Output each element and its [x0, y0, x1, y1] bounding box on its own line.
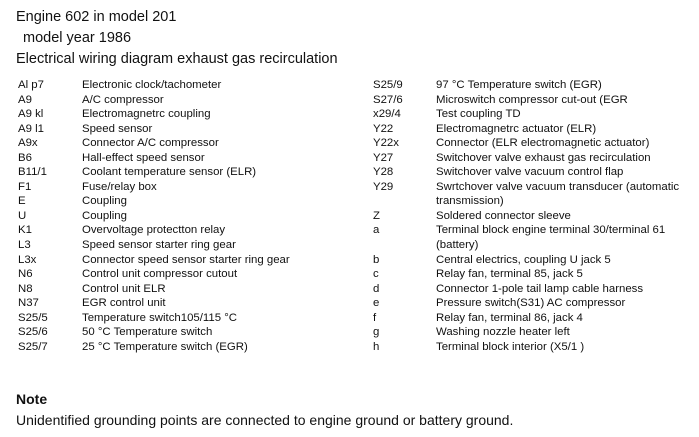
legend-description: 50 °C Temperature switch — [82, 326, 213, 339]
legend-code: b — [373, 253, 380, 266]
diagram-title: Electrical wiring diagram exhaust gas recirculation — [16, 51, 338, 67]
legend-code: L3x — [18, 253, 37, 266]
legend-description: Coupling — [82, 209, 127, 222]
legend-row — [373, 93, 693, 108]
legend-description: Connector speed sensor starter ring gear — [82, 253, 290, 266]
legend-description: Coolant temperature sensor (ELR) — [82, 166, 257, 179]
legend-row — [18, 165, 363, 180]
legend-description: Terminal block interior (X5/1 ) — [436, 340, 585, 353]
legend-code: N37 — [18, 297, 39, 310]
legend-row — [18, 253, 363, 268]
legend-row — [18, 325, 363, 340]
legend-row — [18, 136, 363, 151]
legend-code: f — [373, 311, 377, 324]
legend-row — [18, 311, 363, 326]
legend-row — [373, 267, 693, 282]
legend-row — [18, 194, 363, 209]
legend-description: 25 °C Temperature switch (EGR) — [82, 340, 248, 353]
legend-row — [373, 209, 693, 224]
legend-description: Microswitch compressor cut-out (EGR — [436, 93, 628, 106]
legend-code: A9x — [18, 137, 38, 150]
legend-row — [18, 209, 363, 224]
legend-row — [373, 311, 693, 326]
legend-code: c — [373, 268, 379, 281]
legend-description: Hall-effect speed sensor — [82, 151, 205, 164]
legend-code: K1 — [18, 224, 32, 237]
legend-code: g — [373, 326, 380, 339]
legend-code: Y22 — [373, 122, 394, 135]
legend-description: Temperature switch105/115 °C — [82, 311, 238, 324]
legend-code: S27/6 — [373, 93, 403, 106]
legend-row — [373, 180, 693, 209]
legend-description: Pressure switch(S31) AC compressor — [436, 297, 626, 310]
legend-description: Switchover valve exhaust gas recirculation — [436, 151, 651, 164]
legend-row — [373, 136, 693, 151]
legend-code: a — [373, 224, 380, 237]
legend-description: Test coupling TD — [436, 108, 521, 121]
legend-description: EGR control unit — [82, 297, 166, 310]
legend-code: E — [18, 195, 26, 208]
legend-description: Relay fan, terminal 85, jack 5 — [436, 268, 583, 281]
legend-code: A9 — [18, 93, 32, 106]
legend-code: S25/7 — [18, 340, 48, 353]
legend-code: Y28 — [373, 166, 394, 179]
legend-description: 97 °C Temperature switch (EGR) — [436, 79, 602, 91]
legend-row — [18, 122, 363, 137]
legend-description: Switchover valve vacuum control flap — [436, 166, 624, 179]
legend-description: Fuse/relay box — [82, 180, 157, 193]
legend-description: Relay fan, terminal 86, jack 4 — [436, 311, 583, 324]
note-text: Unidentified grounding points are connected to engine ground or battery ground. — [16, 412, 514, 428]
legend-description: Terminal block engine terminal 30/terminal 61 (battery) — [436, 224, 666, 252]
legend-description: A/C compressor — [82, 93, 164, 106]
legend-row — [18, 340, 363, 355]
legend-description: Soldered connector sleeve — [436, 209, 571, 222]
legend-row — [373, 122, 693, 137]
legend-code: N8 — [18, 282, 33, 295]
legend-code: d — [373, 282, 380, 295]
legend-row — [373, 253, 693, 268]
legend-code: N6 — [18, 268, 33, 281]
legend-row — [18, 107, 363, 122]
legend-row — [18, 151, 363, 166]
legend-left-column — [18, 78, 363, 354]
legend-description: Coupling — [82, 195, 127, 208]
legend-description: Connector A/C compressor — [82, 137, 219, 150]
legend-row — [18, 78, 363, 93]
legend-description: Connector (ELR electromagnetic actuator) — [436, 137, 650, 150]
legend-description: Electromagnetrc coupling — [82, 108, 211, 121]
legend-code: x29/4 — [373, 108, 401, 121]
legend-row — [373, 340, 693, 355]
legend-description: Connector 1-pole tail lamp cable harness — [436, 282, 644, 295]
legend-description: Swrtchover valve vacuum transducer (automatic transmission) — [436, 180, 680, 208]
legend-row — [18, 238, 363, 253]
page-title: Engine 602 in model 201 — [16, 9, 177, 25]
legend-row — [373, 325, 693, 340]
legend-code: B6 — [18, 151, 32, 164]
legend-row — [373, 223, 693, 252]
legend-code: Al p7 — [18, 79, 44, 91]
legend-description: Control unit ELR — [82, 282, 166, 295]
legend-description: Speed sensor — [82, 122, 153, 135]
legend-description: Central electrics, coupling U jack 5 — [436, 253, 611, 266]
legend-row — [373, 282, 693, 297]
legend-code: S25/5 — [18, 311, 48, 324]
legend-code: S25/9 — [373, 79, 403, 91]
legend-description: Washing nozzle heater left — [436, 326, 570, 339]
legend-description: Electronic clock/tachometer — [82, 79, 222, 91]
legend-code: F1 — [18, 180, 32, 193]
legend-code: A9 l1 — [18, 122, 44, 135]
legend-row — [373, 107, 693, 122]
legend-code: Z — [373, 209, 380, 222]
legend-row — [373, 78, 693, 93]
legend-code: U — [18, 209, 27, 222]
legend-code: Y27 — [373, 151, 394, 164]
legend-row — [18, 296, 363, 311]
legend-description: Electromagnetrc actuator (ELR) — [436, 122, 597, 135]
legend-description: Overvoltage protectton relay — [82, 224, 226, 237]
legend-right-column — [373, 78, 693, 354]
legend-row — [373, 296, 693, 311]
model-year: model year 1986 — [23, 30, 132, 46]
legend-code: B11/1 — [18, 166, 47, 179]
legend-code: L3 — [18, 239, 31, 252]
legend-description: Speed sensor starter ring gear — [82, 239, 236, 252]
note-heading: Note — [16, 391, 48, 407]
legend-row — [373, 165, 693, 180]
legend-row — [18, 267, 363, 282]
legend-row — [373, 151, 693, 166]
legend-row — [18, 180, 363, 195]
legend-row — [18, 93, 363, 108]
legend-code: e — [373, 297, 380, 310]
legend-code: Y22x — [373, 137, 399, 150]
legend-row — [18, 223, 363, 238]
legend-code: A9 kl — [18, 108, 44, 121]
legend-code: Y29 — [373, 180, 394, 193]
legend-description: Control unit compressor cutout — [82, 268, 238, 281]
legend-row — [18, 282, 363, 297]
legend-code: S25/6 — [18, 326, 48, 339]
legend-code: h — [373, 340, 380, 353]
